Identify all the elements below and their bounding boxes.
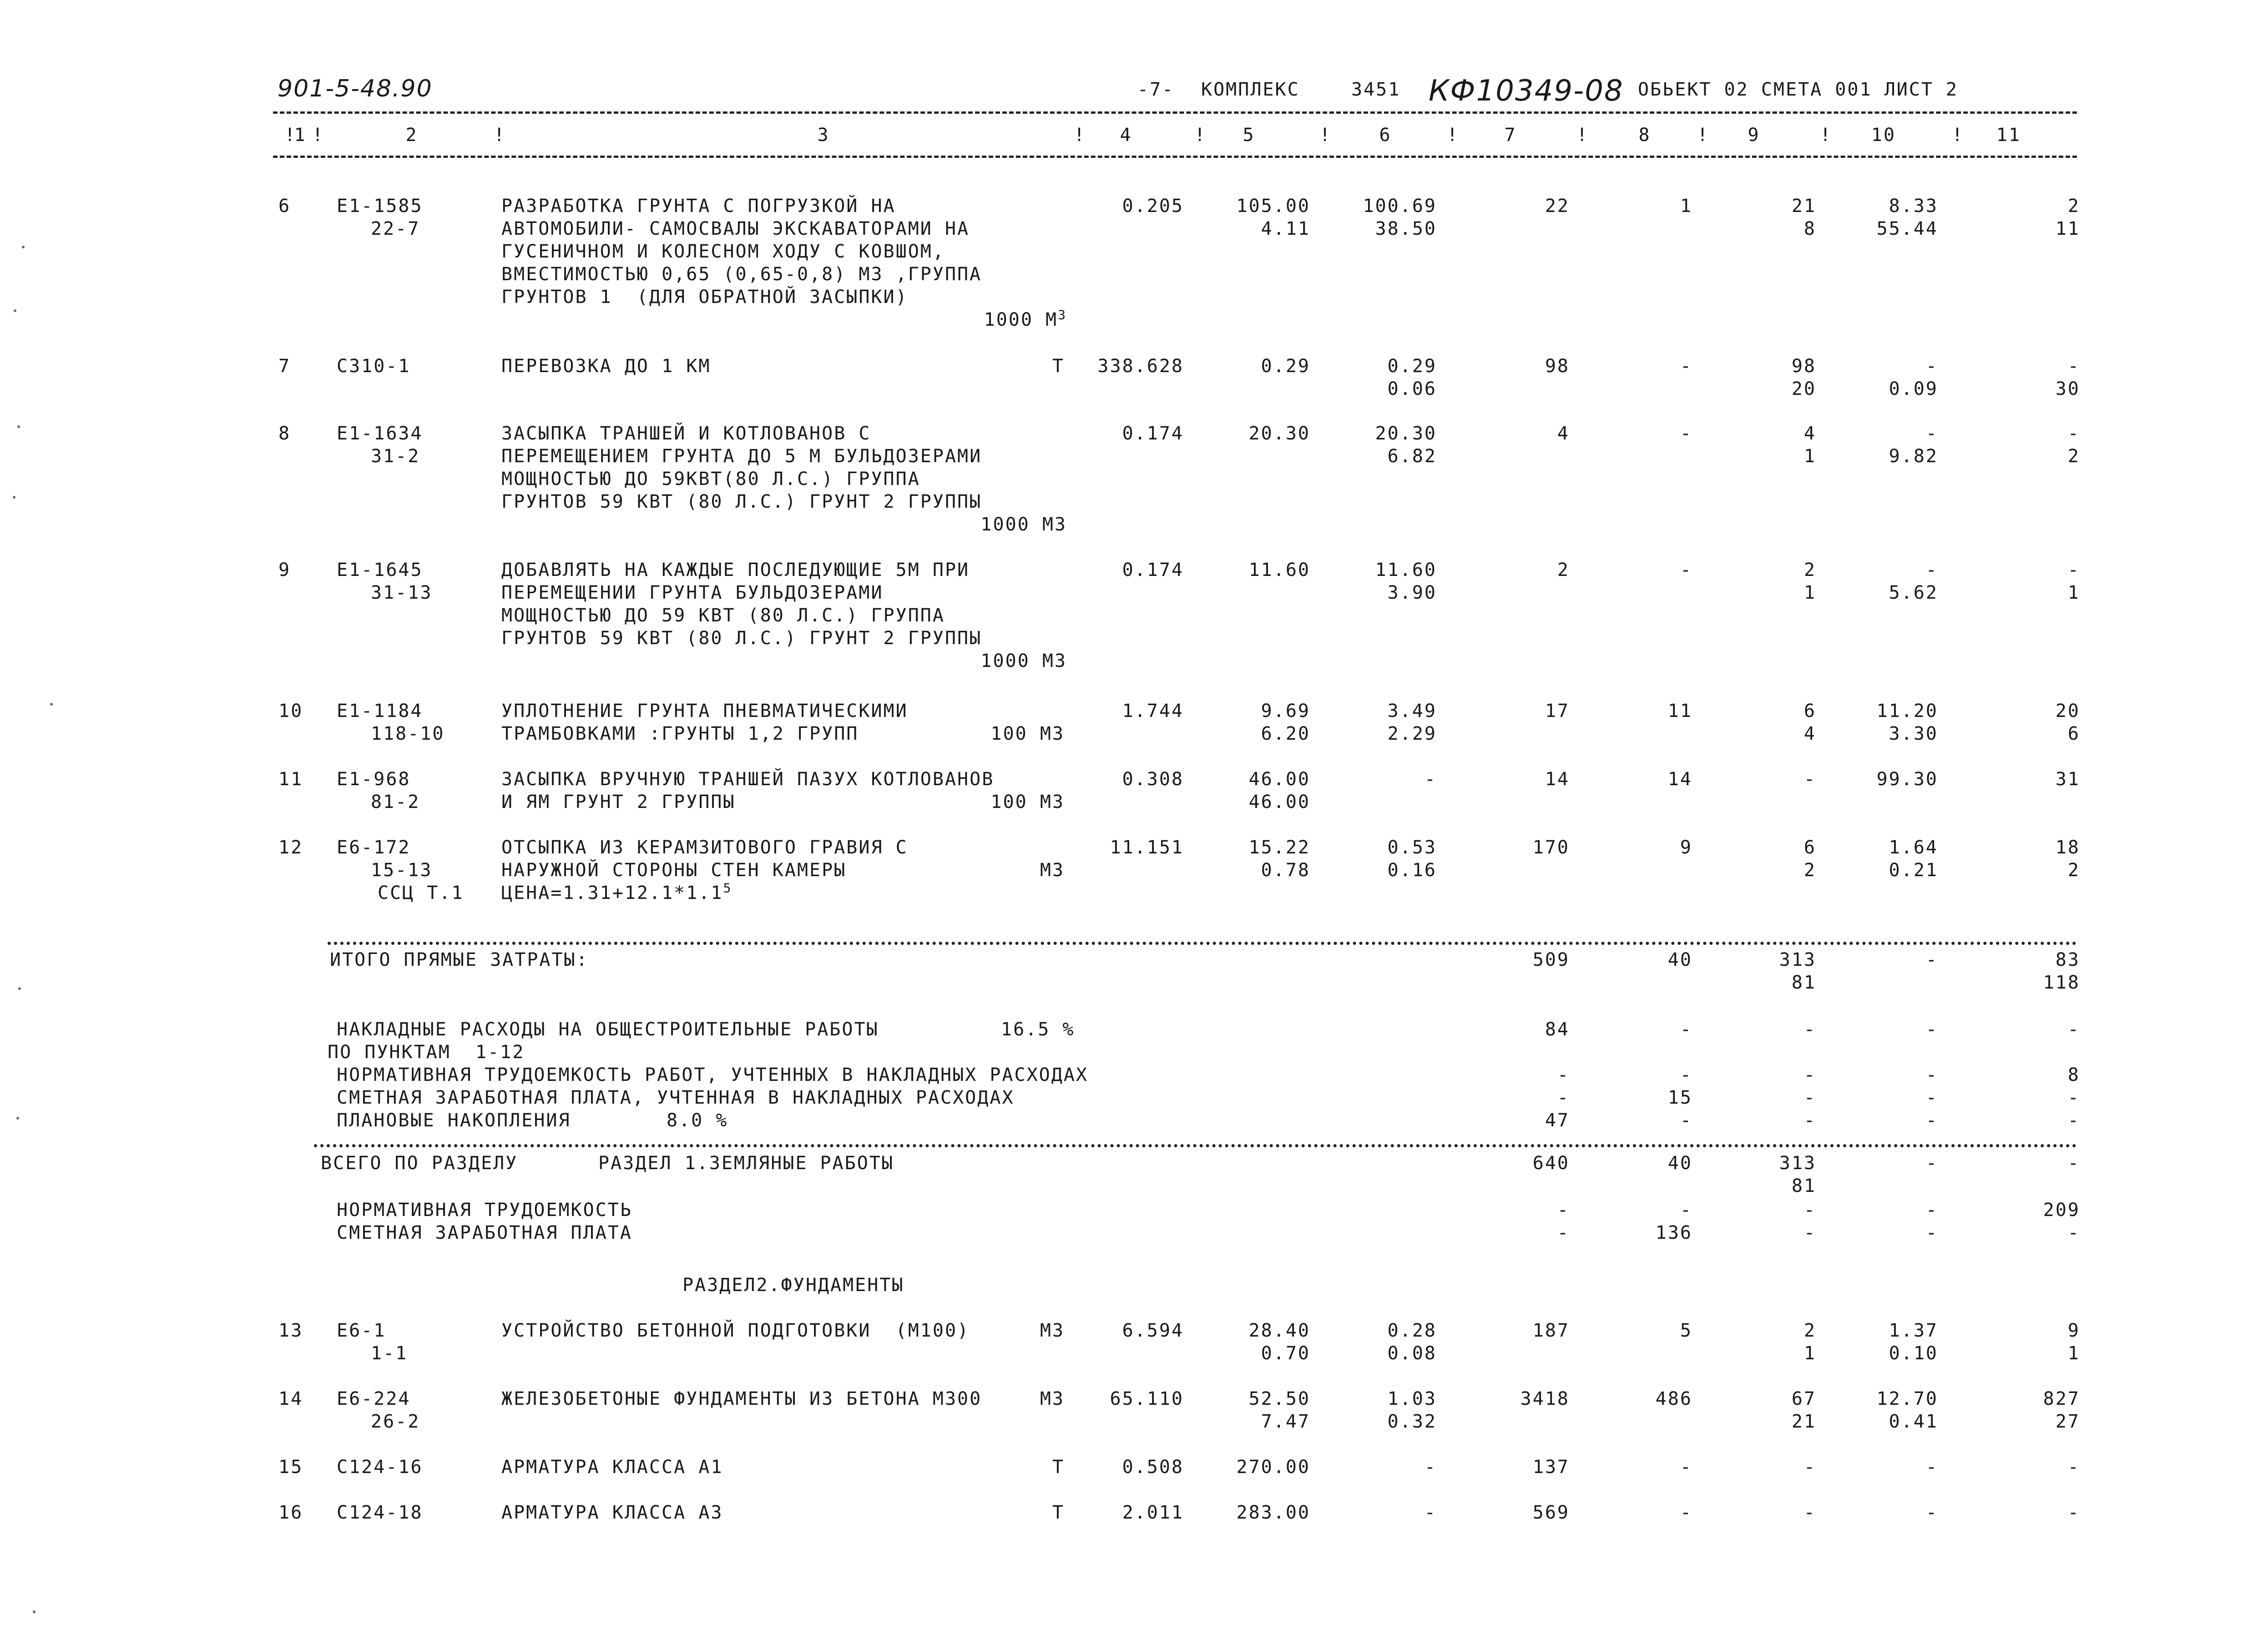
wage-unit: 3.49 [1387,701,1437,722]
labor-unit: - [1925,1502,1938,1523]
work-description: ЖЕЛЕЗОБЕТОНЫЕ ФУНДАМЕНТЫ ИЗ БЕТОНА М300 [501,1388,982,1409]
work-description: ЗАСЫПКА ТРАНШЕЙ И КОТЛОВАНОВ С [501,423,871,444]
scan-speck [16,1117,19,1120]
unit-cost: 20.30 [1248,423,1310,444]
labor-total: 6 [2067,723,2080,744]
scan-speck [14,309,16,312]
work-description: ГУСЕНИЧНОМ И КОЛЕСНОМ ХОДУ С КОВШОМ, [501,241,945,262]
unit-cost: 9.69 [1261,701,1310,722]
unit-cost: 0.29 [1261,356,1310,377]
unit: 1000 М3 [980,514,1067,535]
column-header-7: 7 [1504,125,1517,146]
column-separator: ! [1576,125,1589,146]
wage-unit: 100.69 [1363,196,1437,217]
section2-title: РАЗДЕЛ2.ФУНДАМЕНТЫ [682,1275,904,1296]
wage-label: СМЕТНАЯ ЗАРАБОТНАЯ ПЛАТА [337,1222,632,1243]
column-separator: ! [1447,125,1460,146]
object-estimate-sheet: ОБЬЕКТ 02 СМЕТА 001 ЛИСТ 2 [1638,79,1959,100]
wage-unit: 38.50 [1375,218,1437,239]
complex-number: 3451 [1351,79,1401,100]
labor-unit: - [1925,356,1938,377]
wage-total: - [1680,1502,1692,1523]
labor-unit: 8.33 [1889,196,1938,217]
quantity: 338.628 [1097,356,1184,377]
total-c7: - [1557,1222,1570,1243]
labor-total: 827 [2043,1388,2080,1409]
unit: 100 М3 [990,723,1065,744]
wage-unit: 0.08 [1387,1343,1437,1364]
total-c11: 83 [2055,949,2080,970]
work-description: ПЕРЕВОЗКА ДО 1 КМ [501,356,711,377]
planned-percent: 8.0 % [667,1110,728,1131]
wage-unit: 6.82 [1387,446,1437,467]
labor-unit: - [1925,560,1938,580]
machine-cost: 2 [1803,560,1816,580]
wage-total: - [1680,560,1692,580]
total-c11: 8 [2067,1065,2080,1085]
wage-unit: 11.60 [1375,560,1437,580]
work-description: ДОБАВЛЯТЬ НА КАЖДЫЕ ПОСЛЕДУЮЩИЕ 5М ПРИ [501,560,970,580]
unit: Т [1052,356,1065,377]
machine-cost: 2 [1803,1320,1816,1341]
row-number: 7 [278,356,291,377]
total-cost: 187 [1532,1320,1570,1341]
rate-code: 81-2 [371,792,420,812]
quantity: 0.174 [1122,560,1184,580]
machine-cost: 20 [1791,378,1816,399]
labor-total: 30 [2055,378,2080,399]
total-c8: 40 [1667,1153,1692,1174]
unit-cost: 28.40 [1248,1320,1310,1341]
wage-unit: - [1424,1457,1437,1478]
total-c10: - [1925,949,1938,970]
work-description: ЗАСЫПКА ВРУЧНУЮ ТРАНШЕЙ ПАЗУХ КОТЛОВАНОВ [501,769,995,790]
quantity: 65.110 [1110,1388,1184,1409]
scan-speck [17,425,20,428]
machine-cost: 6 [1803,701,1816,722]
wage-unit: 0.06 [1387,378,1437,399]
column-header-6: 6 [1379,125,1392,146]
total-c8: - [1680,1019,1692,1040]
rate-code: Е1-1184 [337,701,423,722]
row-number: 6 [278,196,291,217]
quantity: 6.594 [1122,1320,1184,1341]
rate-code: С124-16 [337,1457,423,1478]
column-header-3: 3 [817,125,830,146]
totals-rule [328,942,2077,945]
work-description: ВМЕСТИМОСТЬЮ 0,65 (0,65-0,8) М3 ,ГРУППА [501,264,982,285]
machine-cost: 4 [1803,723,1816,744]
total-c7: 640 [1532,1153,1570,1174]
header-rule-top [273,111,2077,114]
wage-unit: 3.90 [1387,582,1437,603]
total-c10: - [1925,1200,1938,1221]
unit-cost: 0.70 [1261,1343,1310,1364]
total-c8: - [1680,1110,1692,1131]
total-c7: - [1557,1087,1570,1108]
labor-total: 9 [2067,1320,2080,1341]
labor-total: 31 [2055,769,2080,790]
unit-cost: 15.22 [1248,837,1310,858]
total-c7: - [1557,1065,1570,1085]
section-total-rule [314,1144,2077,1147]
column-separator: ! [1952,125,1965,146]
labor-unit: - [1925,423,1938,444]
rate-code: Е1-1645 [337,560,423,580]
machine-cost: 21 [1791,1411,1816,1432]
wage-unit: - [1424,1502,1437,1523]
total-c9: 81 [1791,1176,1816,1196]
labor-unit: 1.37 [1889,1320,1938,1341]
complex-label: КОМПЛЕКС [1201,79,1300,100]
total-c10: - [1925,1222,1938,1243]
total-cost: 170 [1532,837,1570,858]
section-total-name: РАЗДЕЛ 1.ЗЕМЛЯНЫЕ РАБОТЫ [598,1153,894,1174]
work-description: ПЕРЕМЕЩЕНИИ ГРУНТА БУЛЬДОЗЕРАМИ [501,582,884,603]
rate-code: 118-10 [371,723,445,744]
column-header-9: 9 [1748,125,1760,146]
labor-total: 2 [2067,860,2080,881]
total-c7: 509 [1532,949,1570,970]
row-number: 8 [278,423,291,444]
rate-code: Е1-968 [337,769,411,790]
unit-cost: 4.11 [1261,218,1310,239]
work-description: АРМАТУРА КЛАССА А3 [501,1502,723,1523]
column-header-5: 5 [1243,125,1255,146]
rate-code: 22-7 [371,218,420,239]
total-c7: 84 [1545,1019,1570,1040]
labor-total: 18 [2055,837,2080,858]
column-separator: ! [1194,125,1207,146]
work-description: ГРУНТОВ 1 (ДЛЯ ОБРАТНОЙ ЗАСЫПКИ) [501,287,908,308]
scan-speck [22,246,25,248]
machine-cost: - [1803,1502,1816,1523]
labor-total: 1 [2067,1343,2080,1364]
quantity: 0.205 [1122,196,1184,217]
rate-code: Е1-1585 [337,196,423,217]
total-cost: 17 [1545,701,1570,722]
doc-code: 901-5-48.90 [278,75,433,102]
unit-cost: 105.00 [1236,196,1310,217]
total-c9: - [1803,1222,1816,1243]
total-cost: 569 [1532,1502,1570,1523]
row-number: 11 [278,769,303,790]
total-c11: - [2067,1222,2080,1243]
rate-code: 15-13 [371,860,433,881]
rate-code: 31-2 [371,446,420,467]
labor-unit: 99.30 [1876,769,1938,790]
unit: 1000 $М^3$ [984,307,1067,330]
column-separator: ! [284,125,297,146]
total-c8: - [1680,1200,1692,1221]
wage-total: 11 [1667,701,1692,722]
labor-total: 2 [2067,446,2080,467]
scan-speck [50,703,53,706]
unit: М3 [1040,860,1065,881]
total-c8: 40 [1667,949,1692,970]
rate-code: 1-1 [371,1343,408,1364]
labor-unit: 0.10 [1889,1343,1938,1364]
total-c11: - [2067,1110,2080,1131]
quantity: 0.308 [1122,769,1184,790]
total-c11: - [2067,1019,2080,1040]
overhead-label: НАКЛАДНЫЕ РАСХОДЫ НА ОБЩЕСТРОИТЕЛЬНЫЕ РАБОТЫ [337,1019,879,1040]
machine-cost: 21 [1791,196,1816,217]
machine-cost: 6 [1803,837,1816,858]
unit: Т [1052,1457,1065,1478]
labor-unit: 5.62 [1889,582,1938,603]
total-c8: 136 [1655,1222,1692,1243]
unit-cost: 0.78 [1261,860,1310,881]
machine-cost: 98 [1791,356,1816,377]
wage-unit: 1.03 [1387,1388,1437,1409]
unit: 1000 М3 [980,651,1067,671]
column-separator: ! [1820,125,1833,146]
total-c9: - [1803,1019,1816,1040]
work-description: МОЩНОСТЬЮ ДО 59КВТ(80 Л.С.) ГРУППА [501,469,920,489]
column-header-11: 11 [1996,125,2021,146]
handwritten-code: КФ10349-08 [1429,74,1624,108]
labor-total: - [2067,356,2080,377]
total-c10: - [1925,1110,1938,1131]
header-rule-bottom [273,156,2077,158]
work-description: АРМАТУРА КЛАССА А1 [501,1457,723,1478]
work-description: ПЕРЕМЕЩЕНИЕМ ГРУНТА ДО 5 М БУЛЬДОЗЕРАМИ [501,446,982,467]
total-c7: 47 [1545,1110,1570,1131]
total-c11: 118 [2043,972,2080,993]
labor-unit: 9.82 [1889,446,1938,467]
column-separator: ! [1319,125,1332,146]
total-c10: - [1925,1019,1938,1040]
machine-cost: 1 [1803,1343,1816,1364]
wage-unit: 20.30 [1375,423,1437,444]
labor-unit: 0.21 [1889,860,1938,881]
total-c10: - [1925,1087,1938,1108]
total-c8: 15 [1667,1087,1692,1108]
labor-total: - [2067,423,2080,444]
total-c9: - [1803,1065,1816,1085]
work-description: МОЩНОСТЬЮ ДО 59 КВТ (80 Л.С.) ГРУППА [501,605,945,626]
column-separator: ! [1074,125,1086,146]
column-header-8: 8 [1638,125,1651,146]
row-number: 15 [278,1457,303,1478]
wage-unit: 2.29 [1387,723,1437,744]
unit-cost: 46.00 [1248,792,1310,812]
labor-unit: 11.20 [1876,701,1938,722]
quantity: 11.151 [1110,837,1184,858]
row-number: 14 [278,1388,303,1409]
total-c10: - [1925,1153,1938,1174]
work-description: РАЗРАБОТКА ГРУНТА С ПОГРУЗКОЙ НА [501,196,896,217]
superscript: 5 [723,880,732,896]
work-description: ОТСЫПКА ИЗ КЕРАМЗИТОВОГО ГРАВИЯ С [501,837,908,858]
machine-cost: 1 [1803,582,1816,603]
total-c7: - [1557,1200,1570,1221]
rate-code: 31-13 [371,582,433,603]
labor-total: 1 [2067,582,2080,603]
rate-code: Е6-1 [337,1320,386,1341]
total-cost: 137 [1532,1457,1570,1478]
labor-total: 11 [2055,218,2080,239]
column-header-1: 1 [294,125,307,146]
rate-code: ССЦ Т.1 [378,883,464,903]
quantity: 2.011 [1122,1502,1184,1523]
work-description: УПЛОТНЕНИЕ ГРУНТА ПНЕВМАТИЧЕСКИМИ [501,701,908,722]
overhead-items: ПО ПУНКТАМ 1-12 [328,1042,525,1063]
total-c11: 209 [2043,1200,2080,1221]
column-header-2: 2 [405,125,418,146]
wage-total: 9 [1680,837,1692,858]
column-header-4: 4 [1120,125,1132,146]
quantity: 0.174 [1122,423,1184,444]
total-c9: 81 [1791,972,1816,993]
row-number: 12 [278,837,303,858]
quantity: 1.744 [1122,701,1184,722]
column-header-10: 10 [1871,125,1896,146]
wage-total: 5 [1680,1320,1692,1341]
column-separator: ! [312,125,325,146]
labor-total: 27 [2055,1411,2080,1432]
machine-cost: 8 [1803,218,1816,239]
planned-label: ПЛАНОВЫЕ НАКОПЛЕНИЯ [337,1110,571,1131]
rate-code: Е1-1634 [337,423,423,444]
work-description: НАРУЖНОЙ СТОРОНЫ СТЕН КАМЕРЫ [501,860,847,881]
wage-unit: 0.32 [1387,1411,1437,1432]
work-description: ГРУНТОВ 59 КВТ (80 Л.С.) ГРУНТ 2 ГРУППЫ [501,491,982,512]
overhead-percent: 16.5 % [1001,1019,1075,1040]
work-description: ТРАМБОВКАМИ :ГРУНТЫ 1,2 ГРУПП [501,723,859,744]
labor-unit: 1.64 [1889,837,1938,858]
machine-cost: - [1803,1457,1816,1478]
machine-cost: - [1803,769,1816,790]
norm-labor-overhead-label: НОРМАТИВНАЯ ТРУДОЕМКОСТЬ РАБОТ, УЧТЕННЫХ В НАКЛАДНЫХ РАСХОДАХ [337,1065,1089,1085]
wage-unit: - [1424,769,1437,790]
labor-total: - [2067,1502,2080,1523]
row-number: 9 [278,560,291,580]
unit-cost: 7.47 [1261,1411,1310,1432]
scan-speck [18,987,21,990]
wage-unit: 0.29 [1387,356,1437,377]
rate-code: С310-1 [337,356,411,377]
unit: М3 [1040,1388,1065,1409]
row-number: 13 [278,1320,303,1341]
rate-code: 26-2 [371,1411,420,1432]
labor-unit: 12.70 [1876,1388,1938,1409]
total-c9: - [1803,1110,1816,1131]
machine-cost: 2 [1803,860,1816,881]
unit-cost: 6.20 [1261,723,1310,744]
labor-total: 2 [2067,196,2080,217]
scan-speck [33,1610,35,1613]
rate-code: С124-18 [337,1502,423,1523]
row-number: 16 [278,1502,303,1523]
total-cost: 3418 [1520,1388,1570,1409]
labor-total: 20 [2055,701,2080,722]
work-description: УСТРОЙСТВО БЕТОННОЙ ПОДГОТОВКИ (М100) [501,1320,970,1341]
wage-unit: 0.16 [1387,860,1437,881]
machine-cost: 1 [1803,446,1816,467]
unit-cost: 11.60 [1248,560,1310,580]
total-cost: 4 [1557,423,1570,444]
work-description: ГРУНТОВ 59 КВТ (80 Л.С.) ГРУНТ 2 ГРУППЫ [501,628,982,649]
rate-code: Е6-172 [337,837,411,858]
wage-overhead-label: СМЕТНАЯ ЗАРАБОТНАЯ ПЛАТА, УЧТЕННАЯ В НАКЛАДНЫХ РАСХОДАХ [337,1087,1015,1108]
wage-total: - [1680,423,1692,444]
wage-total: 486 [1655,1388,1692,1409]
total-c11: - [2067,1153,2080,1174]
machine-cost: 67 [1791,1388,1816,1409]
unit-cost: 270.00 [1236,1457,1310,1478]
unit-cost: 283.00 [1236,1502,1310,1523]
row-number: 10 [278,701,303,722]
unit-cost: 52.50 [1248,1388,1310,1409]
machine-cost: 4 [1803,423,1816,444]
unit: 100 М3 [990,792,1065,812]
labor-unit: 3.30 [1889,723,1938,744]
total-c9: 313 [1779,1153,1816,1174]
superscript: 3 [1058,307,1067,323]
labor-unit: 0.09 [1889,378,1938,399]
wage-total: - [1680,356,1692,377]
quantity: 0.508 [1122,1457,1184,1478]
wage-unit: 0.53 [1387,837,1437,858]
labor-unit: - [1925,1457,1938,1478]
scan-speck [13,496,15,499]
total-c9: 313 [1779,949,1816,970]
total-cost: 98 [1545,356,1570,377]
wage-total: - [1680,1457,1692,1478]
column-separator: ! [494,125,506,146]
total-c9: - [1803,1087,1816,1108]
labor-total: - [2067,1457,2080,1478]
unit: М3 [1040,1320,1065,1341]
total-cost: 22 [1545,196,1570,217]
total-c9: - [1803,1200,1816,1221]
norm-labor-label: НОРМАТИВНАЯ ТРУДОЕМКОСТЬ [337,1200,632,1221]
total-c11: - [2067,1087,2080,1108]
work-description: АВТОМОБИЛИ- САМОСВАЛЫ ЭКСКАВАТОРАМИ НА [501,218,970,239]
total-cost: 14 [1545,769,1570,790]
wage-total: 1 [1680,196,1692,217]
unit: Т [1052,1502,1065,1523]
labor-unit: 55.44 [1876,218,1938,239]
unit-cost: 46.00 [1248,769,1310,790]
wage-total: 14 [1667,769,1692,790]
work-description: $ЦЕНА=1.31+12.1*1.1^5$ [501,880,732,903]
column-separator: ! [1697,125,1710,146]
total-cost: 2 [1557,560,1570,580]
labor-unit: 0.41 [1889,1411,1938,1432]
total-c10: - [1925,1065,1938,1085]
rate-code: Е6-224 [337,1388,411,1409]
wage-unit: 0.28 [1387,1320,1437,1341]
total-c8: - [1680,1065,1692,1085]
work-description: И ЯМ ГРУНТ 2 ГРУППЫ [501,792,736,812]
labor-total: - [2067,560,2080,580]
section-total-label: ВСЕГО ПО РАЗДЕЛУ [321,1153,518,1174]
total-label: ИТОГО ПРЯМЫЕ ЗАТРАТЫ: [330,949,589,970]
page-number: -7- [1137,79,1175,100]
